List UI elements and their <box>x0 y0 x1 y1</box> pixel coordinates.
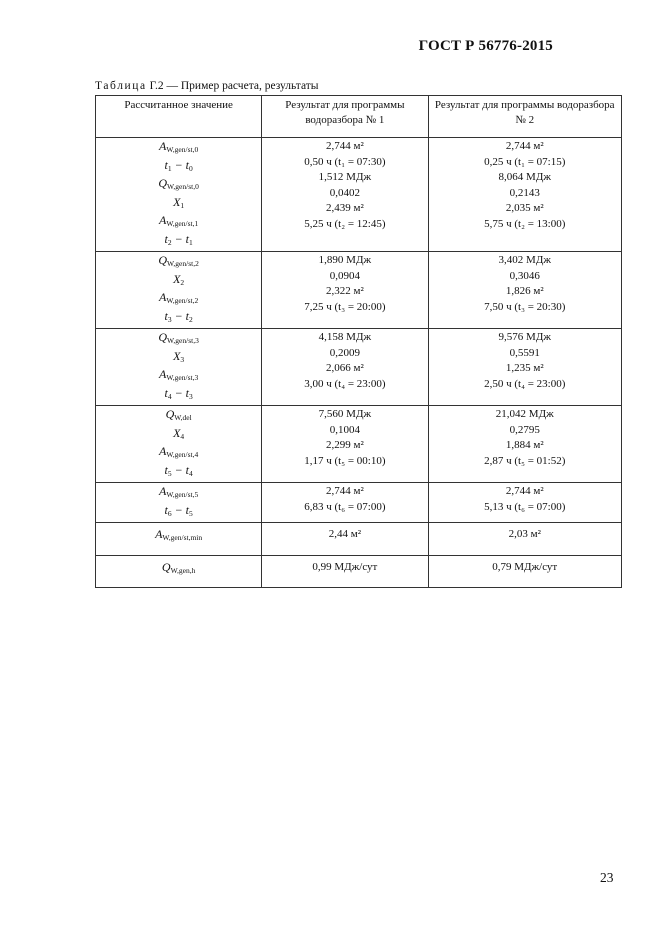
result-value: 5,25 ч (t₂ = 12:45) <box>304 217 386 230</box>
quantity-cell <box>96 555 262 588</box>
table-row <box>96 138 622 252</box>
result-value: 6,83 ч (t₆ = 07:00) <box>304 500 386 513</box>
quantity-symbol: $A_{W,gen/st,3}$ <box>159 367 199 382</box>
result-value: 2,44 м² <box>328 528 361 540</box>
program-1-value-cell <box>262 138 428 252</box>
result-value: 4,158 МДж <box>318 331 372 343</box>
result-value: 2,03 м² <box>508 528 541 540</box>
program-1-value-cell <box>262 555 428 588</box>
table-row <box>96 406 622 483</box>
column-header: Результат для программы водоразбора № 2 <box>428 96 622 138</box>
program-2-value-cell <box>428 483 622 523</box>
table-row <box>96 483 622 523</box>
result-value: 2,066 м² <box>325 362 364 374</box>
quantity-symbol: $A_{W,gen/st,2}$ <box>159 290 199 305</box>
result-value: 2,035 м² <box>505 202 544 214</box>
result-value: 0,79 МДж/сут <box>492 560 558 573</box>
quantity-cell <box>96 406 262 483</box>
caption-text: Г.2 — Пример расчета, результаты <box>146 80 319 92</box>
result-value: 1,512 МДж <box>318 171 372 183</box>
result-value: 0,5591 <box>509 346 540 359</box>
result-value: 0,2009 <box>329 346 360 359</box>
quantity-symbol: $X_1$ <box>173 194 185 210</box>
result-value: 2,744 м² <box>505 485 544 497</box>
table-header-row <box>96 96 622 138</box>
quantity-symbol: $t_1 - t_0$ <box>164 157 193 173</box>
result-value: 0,0904 <box>329 269 360 282</box>
result-value: 0,3046 <box>509 269 540 282</box>
result-value: 1,17 ч (t₅ = 00:10) <box>304 454 386 467</box>
result-value: 0,2795 <box>509 423 540 436</box>
result-value: 7,25 ч (t₃ = 20:00) <box>304 300 386 313</box>
program-2-value-cell <box>428 523 622 556</box>
program-1-value-cell <box>262 406 428 483</box>
result-value: 0,25 ч (t₁ = 07:15) <box>484 155 566 168</box>
result-value: 5,13 ч (t₆ = 07:00) <box>484 500 566 513</box>
quantity-symbol: $t_3 - t_2$ <box>164 308 193 324</box>
quantity-symbol: $Q_{W,gen/st,0}$ <box>158 176 199 191</box>
quantity-symbol: $t_5 - t_4$ <box>164 462 193 478</box>
result-value: 2,744 м² <box>325 485 364 497</box>
result-value: 7,50 ч (t₃ = 20:30) <box>484 300 566 313</box>
quantity-symbol: $A_{W,gen/st,min}$ <box>155 527 203 542</box>
result-value: 0,99 МДж/сут <box>312 560 378 573</box>
result-value: 2,744 м² <box>325 140 364 152</box>
program-2-value-cell <box>428 555 622 588</box>
result-value: 3,00 ч (t₄ = 23:00) <box>304 377 386 390</box>
page-number: 23 <box>600 870 614 885</box>
column-header: Рассчитанное значение <box>96 96 262 138</box>
table-row <box>96 252 622 329</box>
document-header: ГОСТ Р 56776-2015 <box>418 38 553 54</box>
result-value: 2,299 м² <box>325 439 364 451</box>
result-value: 2,744 м² <box>505 140 544 152</box>
quantity-symbol: $t_2 - t_1$ <box>164 231 193 247</box>
result-value: 0,1004 <box>329 423 360 436</box>
quantity-symbol: $A_{W,gen/st,5}$ <box>159 484 199 499</box>
quantity-cell <box>96 523 262 556</box>
result-value: 0,50 ч (t₁ = 07:30) <box>304 155 386 168</box>
table-row <box>96 329 622 406</box>
table-body <box>96 138 622 588</box>
quantity-cell <box>96 329 262 406</box>
result-value: 21,042 МДж <box>495 408 554 420</box>
program-1-value-cell <box>262 523 428 556</box>
program-1-value-cell <box>262 252 428 329</box>
program-1-value-cell <box>262 483 428 523</box>
quantity-symbol: $Q_{W,gen,h}$ <box>161 559 196 575</box>
result-value: 0,0402 <box>329 186 360 199</box>
column-header: Результат для программы водоразбора № 1 <box>262 96 428 138</box>
quantity-symbol: $Q_{W,del}$ <box>165 407 192 422</box>
quantity-cell <box>96 483 262 523</box>
result-value: 3,402 МДж <box>498 254 551 266</box>
quantity-symbol: $X_4$ <box>173 425 185 441</box>
quantity-cell <box>96 138 262 252</box>
result-value: 5,75 ч (t₂ = 13:00) <box>484 217 566 230</box>
quantity-symbol: $Q_{W,gen/st,3}$ <box>158 330 199 345</box>
table-caption <box>95 80 319 92</box>
quantity-cell <box>96 252 262 329</box>
quantity-symbol: $X_2$ <box>173 271 185 287</box>
program-2-value-cell <box>428 252 622 329</box>
result-value: 1,235 м² <box>505 362 544 374</box>
result-value: 9,576 МДж <box>498 331 551 343</box>
result-value: 1,890 МДж <box>318 254 372 266</box>
quantity-symbol: $A_{W,gen/st,0}$ <box>159 139 199 154</box>
quantity-symbol: $t_6 - t_5$ <box>164 502 193 518</box>
result-value: 2,87 ч (t₅ = 01:52) <box>484 454 566 467</box>
result-value: 8,064 МДж <box>498 171 551 183</box>
result-value: 1,826 м² <box>505 285 544 297</box>
program-2-value-cell <box>428 406 622 483</box>
caption-label: Таблица <box>95 80 147 92</box>
result-value: 0,2143 <box>509 186 540 199</box>
result-value: 2,322 м² <box>325 285 364 297</box>
quantity-symbol: $A_{W,gen/st,1}$ <box>159 213 199 228</box>
quantity-symbol: $X_3$ <box>173 348 185 364</box>
result-value: 2,50 ч (t₄ = 23:00) <box>484 377 566 390</box>
program-2-value-cell <box>428 329 622 406</box>
quantity-symbol: $A_{W,gen/st,4}$ <box>159 444 199 459</box>
result-value: 7,560 МДж <box>318 408 372 420</box>
result-value: 1,884 м² <box>505 439 544 451</box>
quantity-symbol: $Q_{W,gen/st,2}$ <box>158 253 199 268</box>
result-value: 2,439 м² <box>325 202 364 214</box>
quantity-symbol: $t_4 - t_3$ <box>164 385 193 401</box>
table-row <box>96 523 622 556</box>
program-2-value-cell <box>428 138 622 252</box>
results-table <box>95 95 622 588</box>
program-1-value-cell <box>262 329 428 406</box>
table-row <box>96 555 622 588</box>
